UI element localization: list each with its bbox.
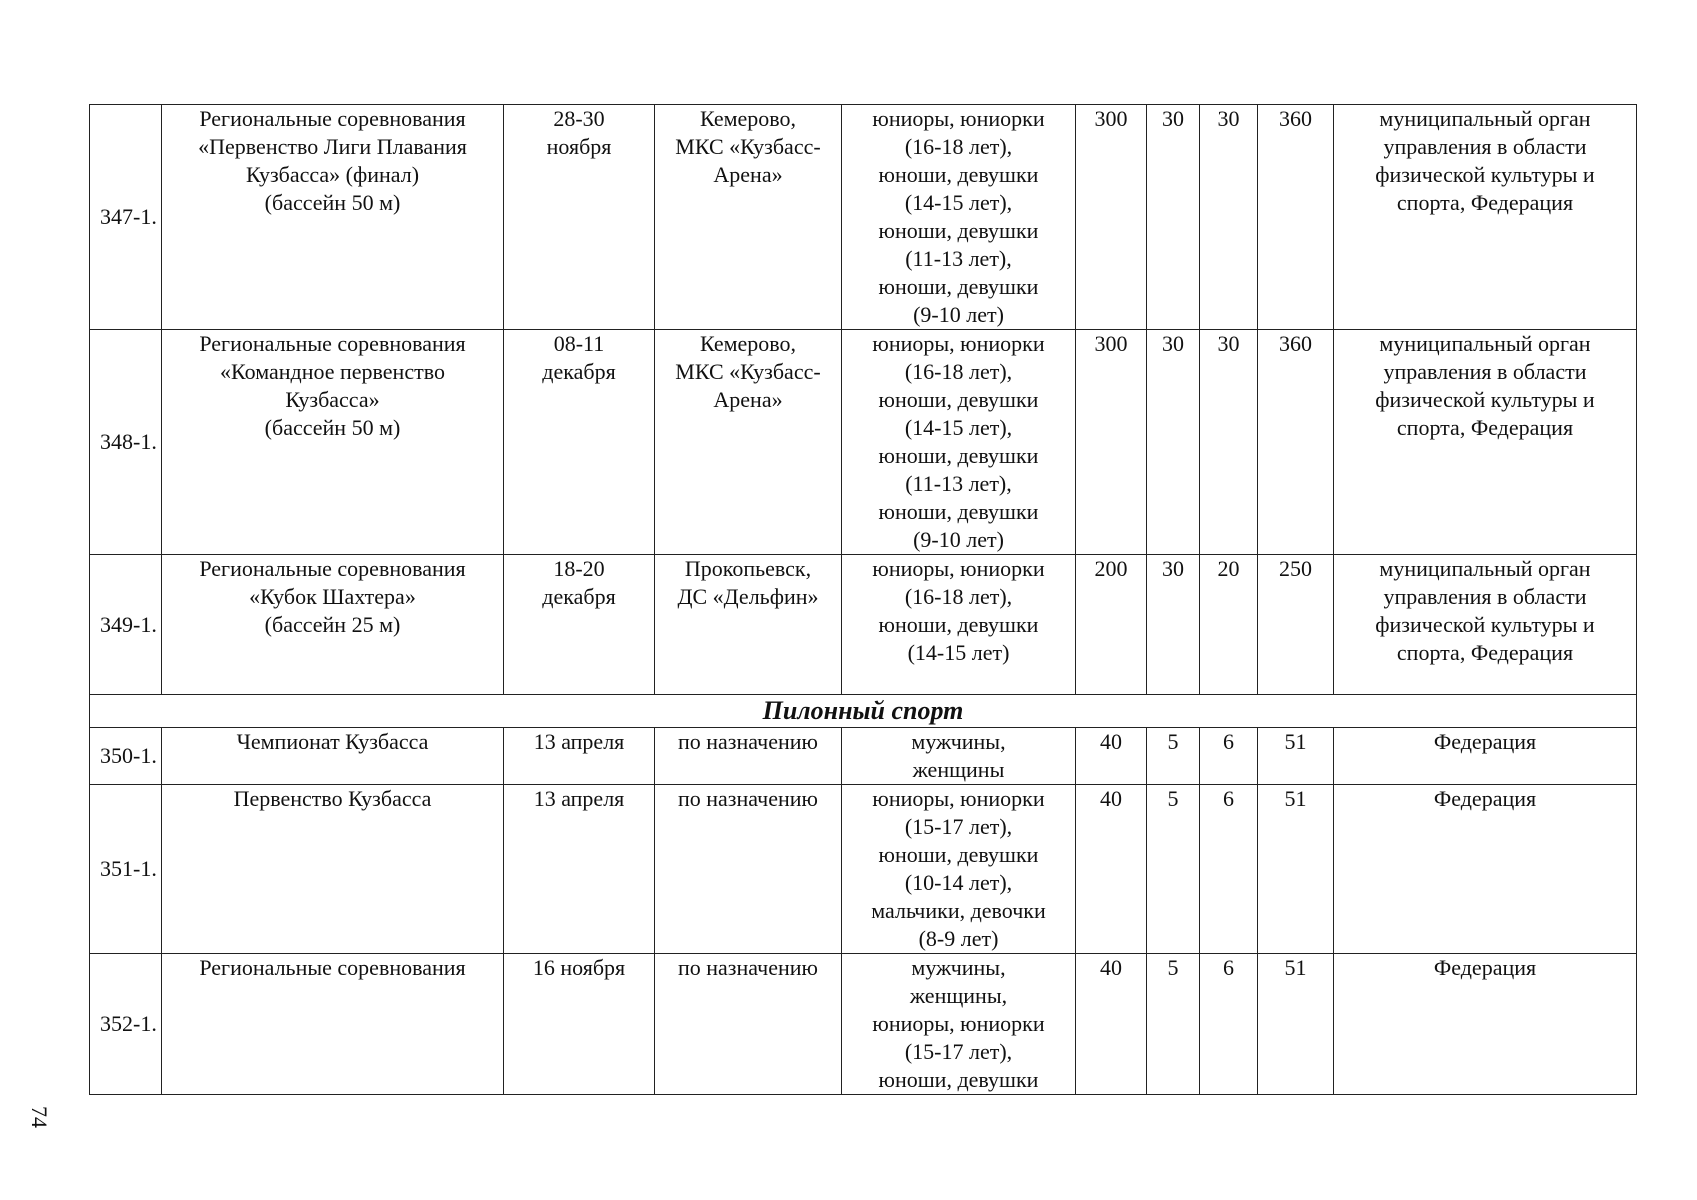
event-venue: по назначению [655,728,842,785]
event-organizer: муниципальный орган управления в области физической культуры и спорта, Федерация [1334,330,1637,555]
section-title: Пилонный спорт [90,695,1637,728]
count-1: 300 [1076,105,1147,330]
row-number: 348-1. [90,330,162,555]
count-1: 40 [1076,728,1147,785]
count-1: 40 [1076,785,1147,954]
count-3: 30 [1200,330,1258,555]
event-name: Первенство Кузбасса [162,785,504,954]
row-number: 352-1. [90,954,162,1095]
count-2: 30 [1147,330,1200,555]
count-2: 5 [1147,785,1200,954]
count-1: 300 [1076,330,1147,555]
event-name: Региональные соревнования «Командное первенство Кузбасса» (бассейн 50 м) [162,330,504,555]
event-name: Региональные соревнования «Кубок Шахтера» (бассейн 25 м) [162,555,504,695]
count-2: 30 [1147,105,1200,330]
row-number: 347-1. [90,105,162,330]
event-dates: 13 апреля [504,785,655,954]
event-name: Чемпионат Кузбасса [162,728,504,785]
count-1: 200 [1076,555,1147,695]
count-3: 30 [1200,105,1258,330]
count-total: 360 [1258,330,1334,555]
table-row [90,954,1637,1095]
event-dates: 18-20 декабря [504,555,655,695]
event-venue: Прокопьевск, ДС «Дельфин» [655,555,842,695]
event-organizer: муниципальный орган управления в области физической культуры и спорта, Федерация [1334,105,1637,330]
row-number: 349-1. [90,555,162,695]
count-2: 5 [1147,954,1200,1095]
event-organizer: Федерация [1334,728,1637,785]
event-dates: 16 ноября [504,954,655,1095]
events-table [89,104,1637,1095]
event-dates: 28-30 ноября [504,105,655,330]
count-total: 51 [1258,785,1334,954]
event-name: Региональные соревнования «Первенство Лиги Плавания Кузбасса» (финал) (бассейн 50 м) [162,105,504,330]
event-venue: по назначению [655,785,842,954]
event-participants: мужчины, женщины, юниоры, юниорки (15-17 лет), юноши, девушки [842,954,1076,1095]
event-organizer: Федерация [1334,954,1637,1095]
table-row [90,555,1637,695]
event-participants: юниоры, юниорки (16-18 лет), юноши, девушки (14-15 лет) [842,555,1076,695]
count-total: 360 [1258,105,1334,330]
table-row [90,105,1637,330]
event-venue: Кемерово, МКС «Кузбасс- Арена» [655,330,842,555]
count-1: 40 [1076,954,1147,1095]
count-2: 30 [1147,555,1200,695]
event-participants: мужчины, женщины [842,728,1076,785]
row-number: 350-1. [90,728,162,785]
count-3: 20 [1200,555,1258,695]
event-participants: юниоры, юниорки (16-18 лет), юноши, девушки (14-15 лет), юноши, девушки (11-13 лет), юноши, девушки (9-10 лет) [842,330,1076,555]
page-number: 74 [27,1106,52,1128]
count-3: 6 [1200,785,1258,954]
table-row [90,785,1637,954]
row-number: 351-1. [90,785,162,954]
count-total: 51 [1258,728,1334,785]
event-participants: юниоры, юниорки (15-17 лет), юноши, девушки (10-14 лет), мальчики, девочки (8-9 лет) [842,785,1076,954]
event-name: Региональные соревнования [162,954,504,1095]
count-2: 5 [1147,728,1200,785]
section-row [90,695,1637,728]
event-dates: 13 апреля [504,728,655,785]
count-3: 6 [1200,954,1258,1095]
event-participants: юниоры, юниорки (16-18 лет), юноши, девушки (14-15 лет), юноши, девушки (11-13 лет), юноши, девушки (9-10 лет) [842,105,1076,330]
count-total: 51 [1258,954,1334,1095]
event-venue: Кемерово, МКС «Кузбасс- Арена» [655,105,842,330]
table-row [90,330,1637,555]
table-row [90,728,1637,785]
event-organizer: Федерация [1334,785,1637,954]
count-3: 6 [1200,728,1258,785]
event-dates: 08-11 декабря [504,330,655,555]
event-venue: по назначению [655,954,842,1095]
event-organizer: муниципальный орган управления в области физической культуры и спорта, Федерация [1334,555,1637,695]
count-total: 250 [1258,555,1334,695]
